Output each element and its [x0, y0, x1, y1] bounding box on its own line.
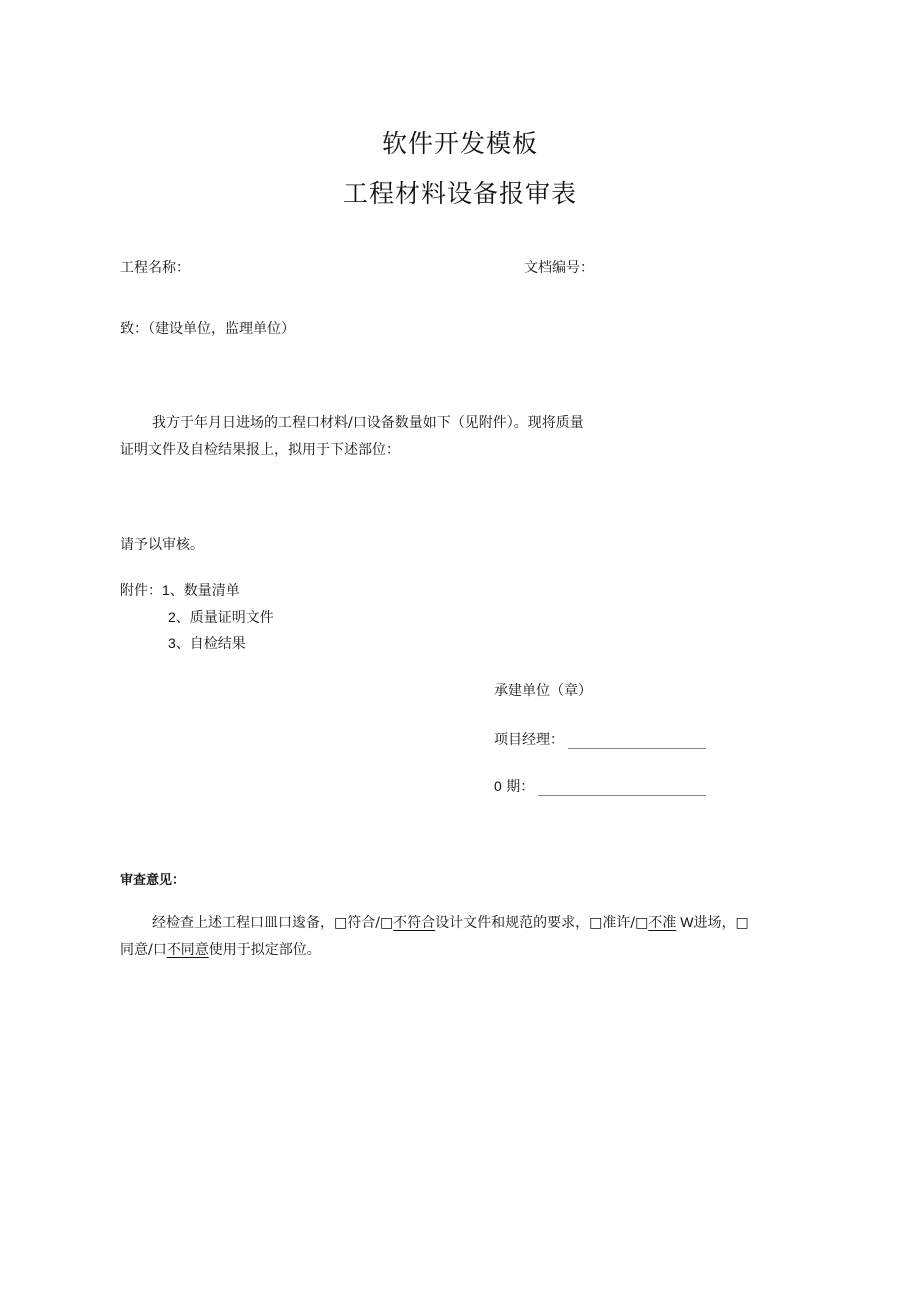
project-manager-label: 项目经理：	[494, 732, 564, 748]
attachment-text: 、质量证明文件	[175, 610, 274, 626]
contractor-unit-label: 承建单位（章）	[494, 683, 592, 699]
date-prefix: 0	[494, 778, 502, 794]
attachment-item-3	[168, 633, 246, 653]
review-text: 使用于拟定部位。	[208, 942, 321, 958]
underlined-option: 不符合	[393, 915, 436, 931]
document-title: 软件开发模板	[381, 129, 538, 158]
request-text: 请予以审核。	[120, 537, 204, 553]
attachment-text: 、数量清单	[169, 583, 240, 599]
project-name-label: 工程名称：	[120, 260, 190, 276]
underlined-option: 不准	[648, 915, 677, 931]
date-label: 期：	[506, 779, 535, 795]
project-manager-signature-line[interactable]	[568, 734, 706, 749]
date-signature-line[interactable]	[538, 781, 706, 796]
review-heading: 审查意见：	[120, 873, 186, 888]
underlined-option: 不同意	[166, 942, 209, 958]
attachment-number: 2	[168, 609, 176, 625]
review-text: 进场，□	[693, 915, 749, 931]
attachment-number: 1	[162, 582, 170, 598]
attachment-text: 、自检结果	[175, 636, 246, 652]
review-text: 同意/口	[120, 942, 167, 958]
attachment-item-1	[120, 580, 240, 600]
review-text: 经检查上述工程口皿口逡备，□符合/□	[152, 915, 394, 931]
project-manager-row	[494, 729, 706, 749]
attachment-number: 3	[168, 635, 176, 651]
date-row	[494, 776, 706, 796]
form-title: 工程材料设备报审表	[342, 179, 577, 208]
doc-number-label: 文档编号：	[524, 260, 594, 276]
body-paragraph-line2: 证明文件及自检结果报上，拟用于下述部位：	[120, 442, 400, 458]
addressee-line: 致：（建设单位，监理单位）	[120, 321, 295, 337]
body-paragraph-line1: 我方于年月日进场的工程口材料/口设备数量如下（见附件）。现将质量	[152, 415, 584, 431]
attachment-item-2	[168, 607, 274, 627]
review-text: 设计文件和规范的要求，□准许/□	[435, 915, 649, 931]
review-text: W	[676, 914, 694, 930]
review-line1	[152, 912, 749, 932]
attachment-label: 附件：	[120, 583, 162, 599]
review-line2	[120, 939, 321, 959]
